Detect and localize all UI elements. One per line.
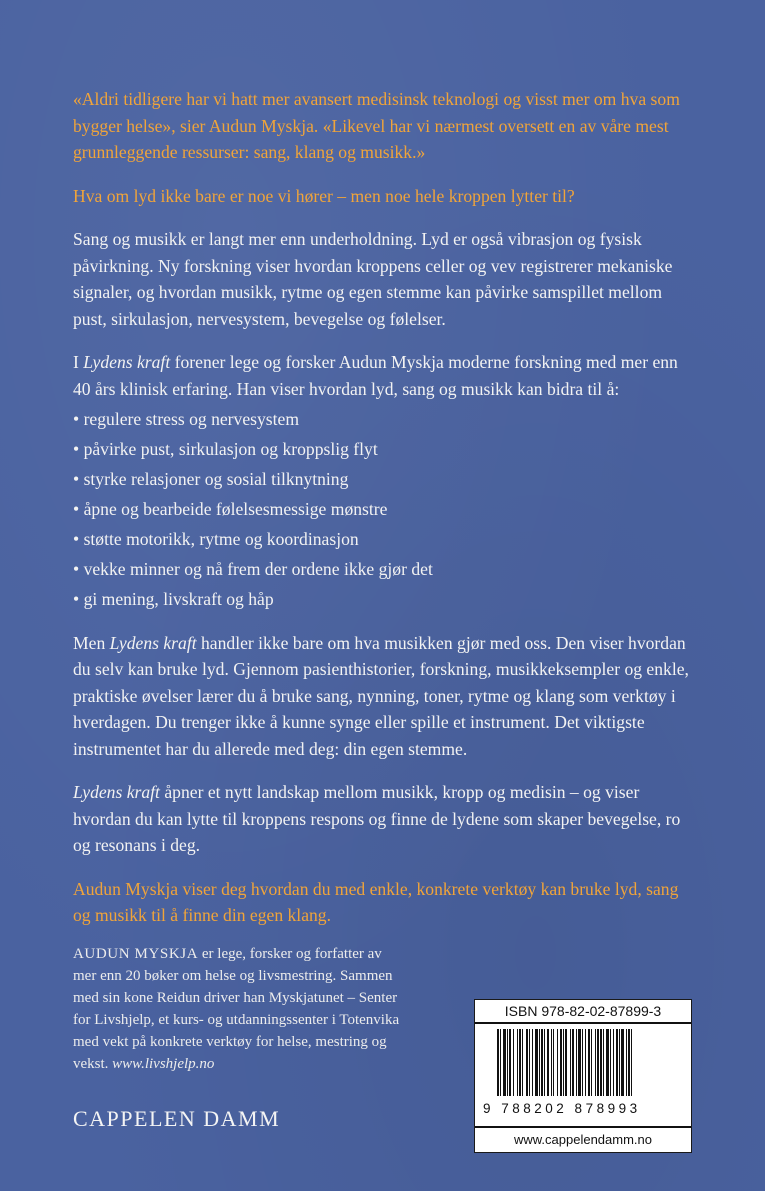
paragraph-3-rest: handler ikke bare om hva musikken gjør med oss. Den viser hvordan du selv kan bruke lyd. Gjennom pasienthistorier, forskning, musikkeksempler og enkle, praktiske øvelser lærer du å bruke sang, nynning, toner, rytme og klang som verktøy i hverdagen. Du trenger ikke å kunne synge eller spille et instrument. Det viktigste instrumentet har du allerede med deg: din egen stemme. bbox=[73, 632, 689, 759]
barcode-bar bbox=[557, 1029, 558, 1096]
benefit-list bbox=[73, 406, 693, 613]
barcode-bar bbox=[547, 1029, 549, 1096]
barcode-bar bbox=[513, 1029, 514, 1096]
barcode-digits: 9 788202 878993 bbox=[483, 1101, 641, 1116]
barcode-bar bbox=[603, 1029, 604, 1096]
barcode-bar bbox=[600, 1029, 602, 1096]
barcode-bar bbox=[544, 1029, 545, 1096]
intro-quote: «Aldri tidligere har vi hatt mer avansert medisinsk teknologi og visst mer om hva som bygger helse», sier Audun Myskja. «Likevel har vi nærmest oversett en av våre mest grunnleggende ressurser: sang, klang og musikk.» bbox=[73, 89, 680, 162]
barcode-bar bbox=[509, 1029, 511, 1096]
list-item: • støtte motorikk, rytme og koordinasjon bbox=[73, 526, 693, 553]
paragraph-3 bbox=[73, 630, 693, 763]
author-website: www.livshjelp.no bbox=[112, 1056, 215, 1072]
barcode-bar bbox=[519, 1029, 521, 1096]
barcode-bar bbox=[522, 1029, 523, 1096]
barcode-bar bbox=[503, 1029, 506, 1096]
barcode-bar bbox=[582, 1029, 583, 1096]
barcode-bar bbox=[613, 1029, 614, 1096]
barcode-bar bbox=[616, 1029, 618, 1096]
barcode-bar bbox=[570, 1029, 571, 1096]
barcode-bar bbox=[585, 1029, 586, 1096]
barcode-bar bbox=[591, 1029, 592, 1096]
paragraph-2-rest: forener lege og forsker Audun Myskja moderne forskning med mer enn 40 års klinisk erfaring. Han viser hvordan lyd, sang og musikk kan bidra til å: bbox=[73, 352, 678, 399]
list-item: • vekke minner og nå frem der ordene ikke gjør det bbox=[73, 556, 693, 583]
paragraph-2-prefix: I bbox=[73, 352, 84, 372]
barcode-graphic bbox=[497, 1029, 679, 1096]
barcode-bar bbox=[619, 1029, 620, 1096]
barcode-bar bbox=[576, 1029, 577, 1096]
barcode-bar bbox=[541, 1029, 543, 1096]
list-item: • styrke relasjoner og sosial tilknytning bbox=[73, 466, 693, 493]
paragraph-4-rest: åpner et nytt landskap mellom musikk, kropp og medisin – og viser hvordan du kan lytte til kroppens respons og finne de lydene som skaper bevegelse, ro og resonans i deg. bbox=[73, 782, 681, 855]
barcode-bar bbox=[628, 1029, 630, 1096]
barcode-bar bbox=[606, 1029, 609, 1096]
barcode-bar bbox=[539, 1029, 540, 1096]
list-item: • påvirke pust, sirkulasjon og kroppslig flyt bbox=[73, 436, 693, 463]
book-title-inline: Lydens kraft bbox=[73, 782, 160, 802]
list-item: • gi mening, livskraft og håp bbox=[73, 586, 693, 613]
barcode-bar bbox=[621, 1029, 624, 1096]
isbn-label: ISBN 978-82-02-87899-3 bbox=[475, 1000, 691, 1024]
book-title-inline: Lydens kraft bbox=[83, 352, 171, 372]
barcode-bar bbox=[610, 1029, 611, 1096]
barcode-bar bbox=[560, 1029, 562, 1096]
intro-question: Hva om lyd ikke bare er noe vi hører – men noe hele kroppen lytter til? bbox=[73, 185, 575, 206]
closing-statement: Audun Myskja viser deg hvordan du med enkle, konkrete verktøy kan bruke lyd, sang og musikk til å finne din egen klang. bbox=[73, 878, 679, 925]
barcode-bar bbox=[526, 1029, 528, 1096]
barcode-bar bbox=[553, 1029, 554, 1096]
barcode-bar bbox=[563, 1029, 564, 1096]
blurb-text bbox=[73, 86, 693, 946]
author-bio-text: er lege, forsker og forfatter av mer enn 20 bøker om helse og livsmestring. Sammen med sin kone Reidun driver han Myskjatunet – Senter for Livshjelp, et kurs- og utdanningssenter i Totenvika med vekt på konkrete verktøy for helse, mestring og vekst. bbox=[73, 946, 400, 1072]
barcode-bar bbox=[517, 1029, 518, 1096]
barcode-bar bbox=[631, 1029, 632, 1096]
author-bio bbox=[73, 943, 403, 1075]
list-item: • regulere stress og nervesystem bbox=[73, 406, 693, 433]
list-item: • åpne og bearbeide følelsesmessige mønstre bbox=[73, 496, 693, 523]
paragraph-3-prefix: Men bbox=[73, 632, 110, 653]
barcode-bar bbox=[578, 1029, 581, 1096]
paragraph-2 bbox=[73, 349, 693, 402]
paragraph-4 bbox=[73, 779, 693, 859]
barcode-bar bbox=[535, 1029, 538, 1096]
barcode-bar bbox=[595, 1029, 596, 1096]
barcode-bar bbox=[597, 1029, 599, 1096]
paragraph-1: Sang og musikk er langt mer enn underholdning. Lyd er også vibrasjon og fysisk påvirkning. Ny forskning viser hvordan kroppens celler og vev registrerer mekaniske signaler, og hvordan musikk, rytme og egen stemme kan påvirke samspillet mellom pust, sirkulasjon, nervesystem, bevegelse og følelser. bbox=[73, 229, 673, 329]
barcode-bar bbox=[532, 1029, 533, 1096]
barcode-bar bbox=[572, 1029, 574, 1096]
barcode-bar bbox=[626, 1029, 627, 1096]
barcode-bar bbox=[529, 1029, 530, 1096]
author-name: AUDUN MYSKJA bbox=[73, 946, 199, 962]
barcode-bar bbox=[497, 1029, 499, 1096]
book-title-inline: Lydens kraft bbox=[109, 632, 197, 653]
barcode-bar bbox=[500, 1029, 501, 1096]
barcode-bar bbox=[507, 1029, 508, 1096]
barcode-bar bbox=[588, 1029, 590, 1096]
publisher-logo: CAPPELEN DAMM bbox=[73, 1106, 281, 1131]
barcode-bar bbox=[565, 1029, 567, 1096]
barcode-box bbox=[474, 999, 692, 1153]
barcode-bar bbox=[551, 1029, 552, 1096]
publisher-website: www.cappelendamm.no bbox=[475, 1126, 691, 1152]
